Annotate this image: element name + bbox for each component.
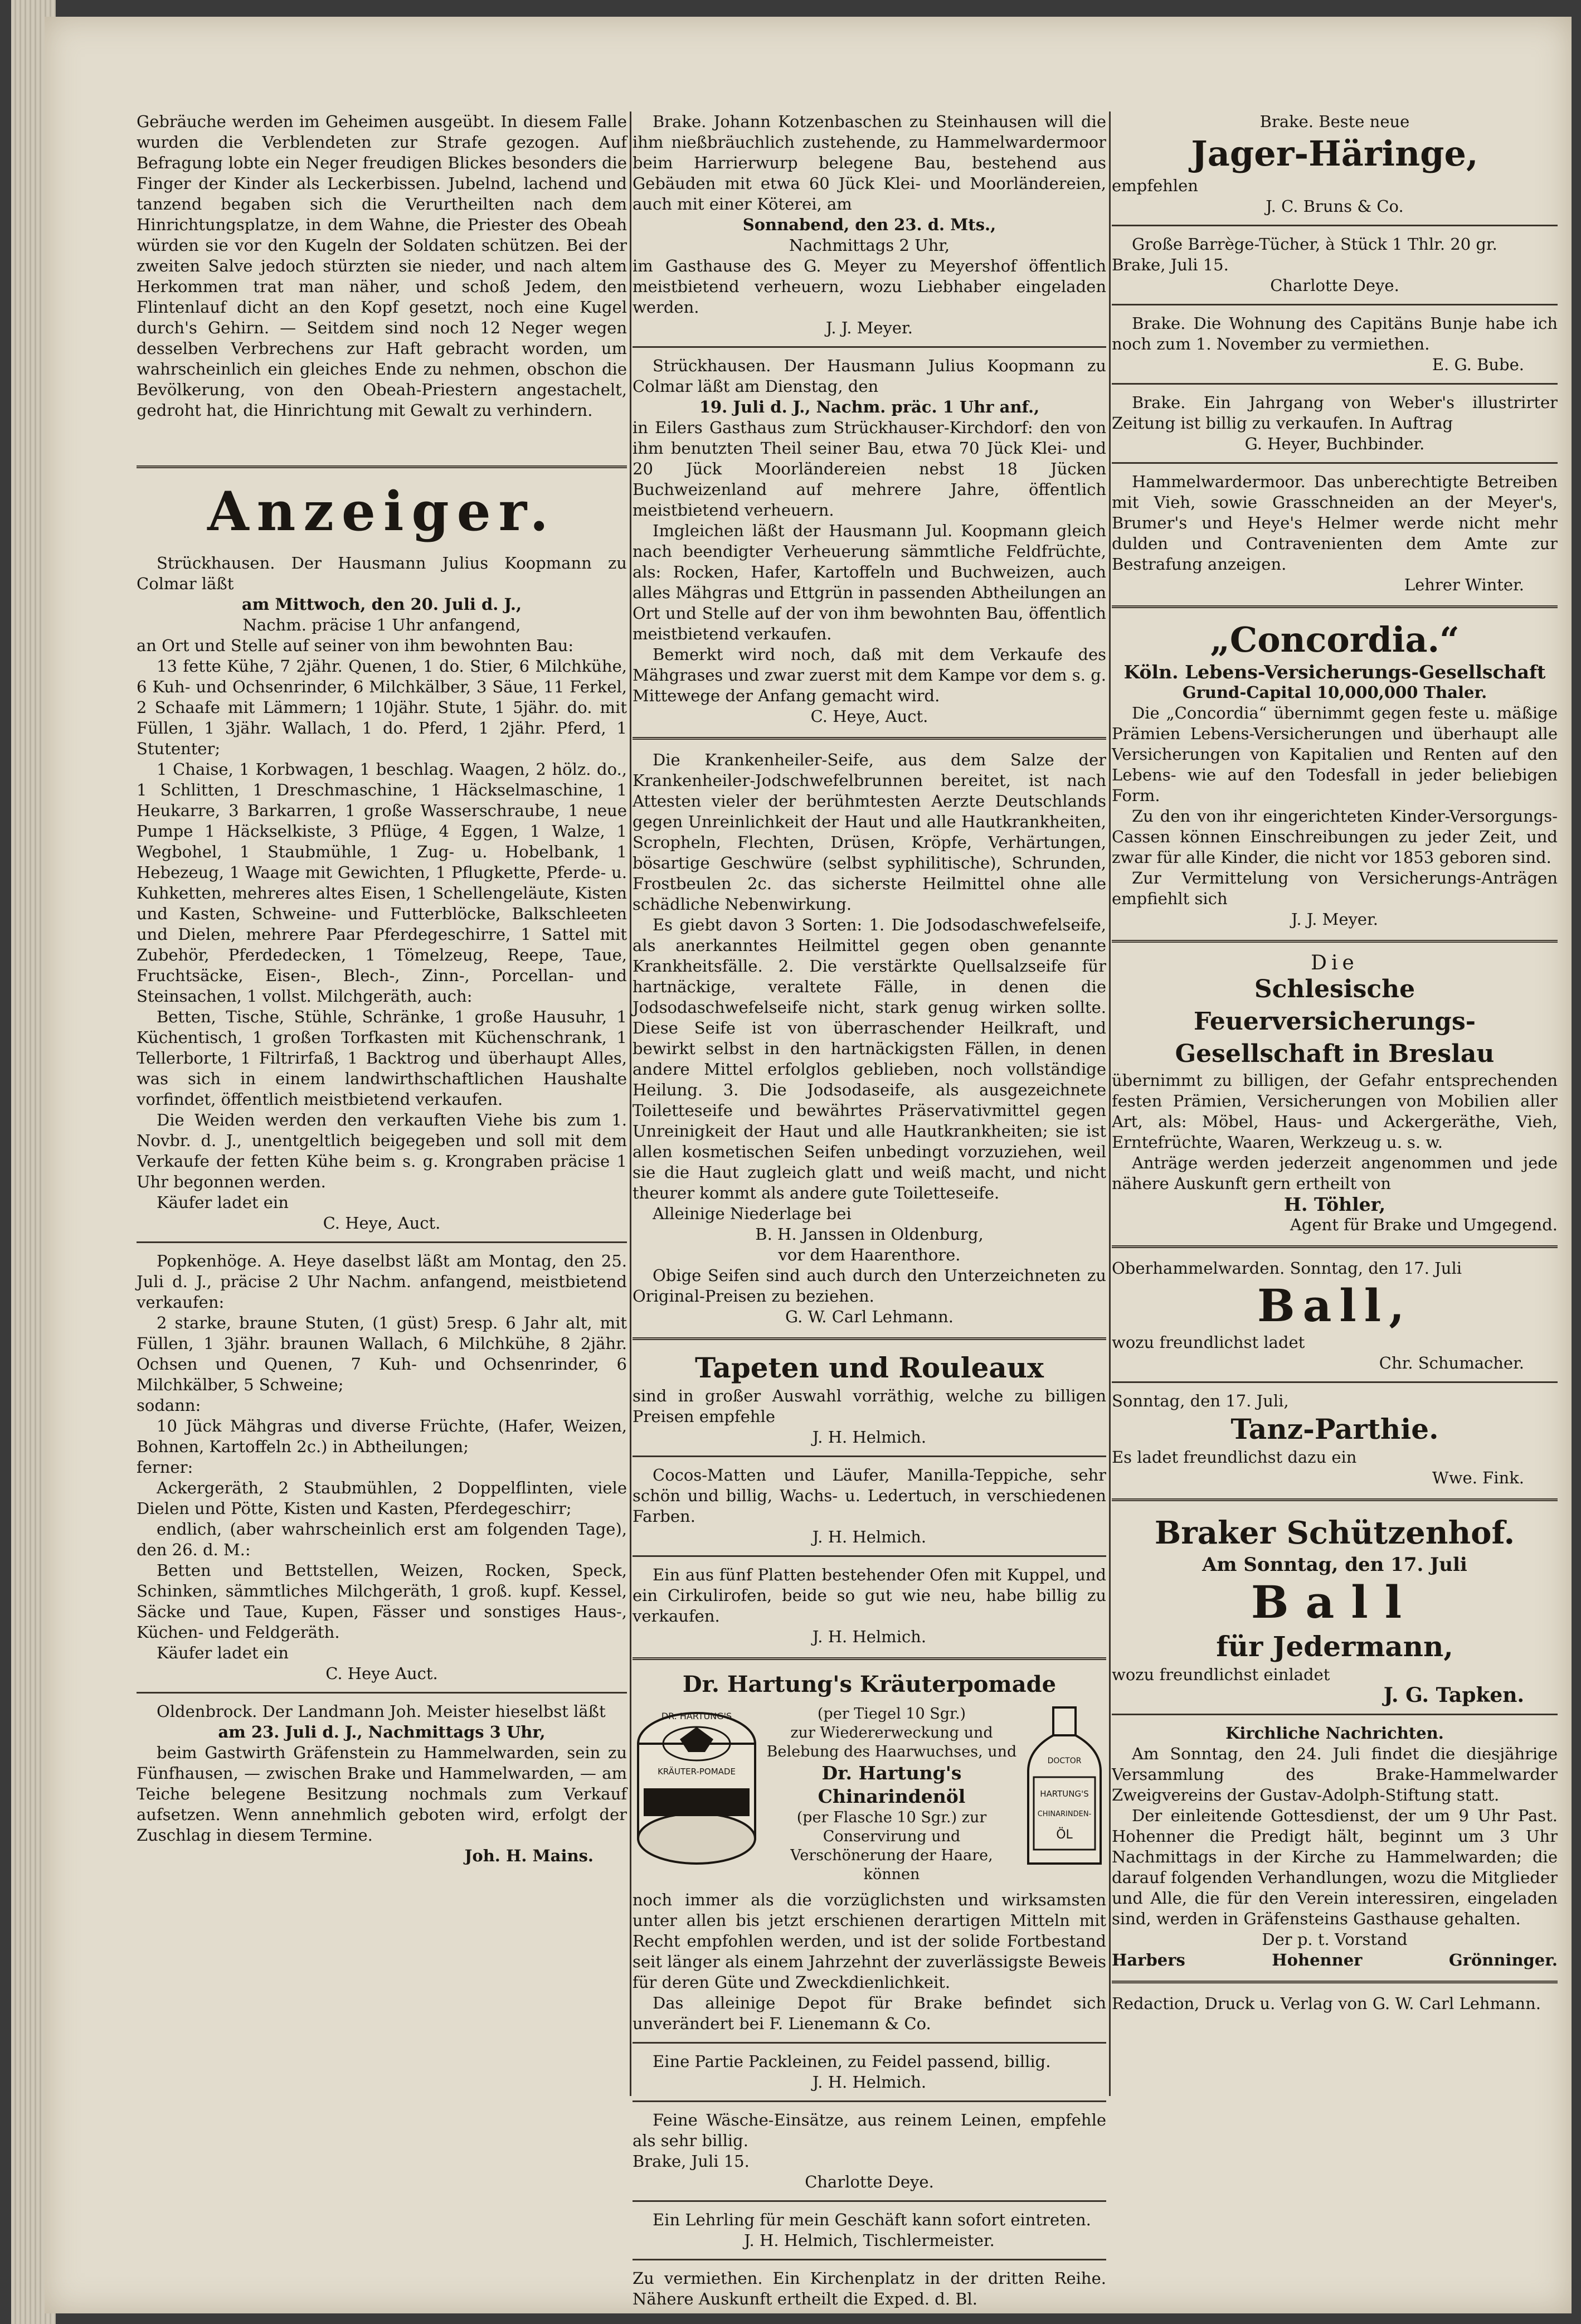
separator	[633, 1657, 1106, 1660]
ad-lehrling: Ein Lehrling für mein Geschäft kann sofort eintreten. J. H. Helmich, Tischlermeister.	[653, 2210, 1091, 2250]
ad-kirchenplatz: Zu vermiethen. Ein Kirchenplatz in der dritten Reihe. Nähere Auskunft ertheilt die Exped. d. Bl.	[633, 2269, 1106, 2308]
svg-text:DR. HARTUNG'S: DR. HARTUNG'S	[661, 1711, 732, 1721]
ad-property-meister: Oldenbrock. Der Landmann Joh. Meister hieselbst läßt am 23. Juli d. J., Nachmittags 3 Uhr, beim Gastwirth Gräfenstein zu Hammelwarden, sein zu Fünfhausen, — zwischen Brake und Hammelwarden, — am Teiche belegene Besitzung nochmals zum Verkauf aufsetzen. Wenn annehmlich geboten wird, erfolgt der Zuschlag in diesem Termine. Joh. H. Mains.	[137, 1702, 627, 1865]
separator	[1112, 304, 1558, 305]
ad-auction-koopmann: Strückhausen. Der Hausmann Julius Koopmann zu Colmar läßt am Mittwoch, den 20. Juli d. J., Nachm. präcise 1 Uhr anfangend, an Ort und Stelle auf seiner von ihm bewohnten Bau: 13 fette Kühe, 7 2jähr. Quenen, 1 do. Stier, 6 Milchkühe, 6 Kuh- und Ochsenrinder, 6 Milchkälber, 3 Säue, 11 Ferkel, 2 Schaafe mit Lämmern; 1 10jähr. Stute, 1 5jähr. do. mit Füllen, 1 3jähr. Wallach, 1 do. Pferd, 1 2jähr. Pferd, 1 Stutenter; 1 Chaise, 1 Korbwagen, 1 beschlag. Waagen, 2 hölz. do., 1 Schlitten, 1 Dreschmaschine, 1 Häckselmaschine, 1 Heukarre, 3 Barkarren, 1 große Wasserschraube, 1 neue Pumpe 1 Häckselkiste, 3 Pflüge, 4 Eggen, 1 Walze, 1 Wegbohel, 1 Staubmühle, 1 Zug- u. Hobelbank, 1 Hebezeug, 1 Waage mit Gewichten, 1 Pflugkette, Pferde- u. Kuhketten, mehreres altes Eisen, 1 Schellengeläute, Kisten und Kasten, Schweine- und Futterblöcke, Balkschleeten und Dielen, mehrere Paar Pferdegeschirre, 1 Sattel mit Zubehör, Pferdedecken, 1 Tömelzeug, Reepe, Taue, Fruchtsäcke, Eisen-, Blech-, Zinn-, Porcellan- und Steinsachen, 1 vollst. Milchgeräth, auch: Betten, Tische, Stühle, Schränke, 1 große Hausuhr, 1 Küchentisch, 1 großen Torfkasten mit Küchenschrank, 1 Tellerborte, 1 Filtrirfaß, 1 Backtrog und überhaupt Alles, was sich in einem landwirthschaftlichen Haushalte vorfindet, öffentlich meistbietend verkaufen. Die Weiden werden den verkauften Viehe bis zum 1. Novbr. d. J., unentgeltlich beigegeben und soll mit dem Verkaufe der fetten Kühe beim s. g. Krongraben präcise 1 Uhr begonnen werden. Käufer ladet ein C. Heye, Auct.	[137, 554, 627, 1233]
column-right	[1112, 111, 1558, 2096]
ad-hartung-pomade: Dr. Hartung's Kräuterpomade DR. HARTUNG'S KRÄUTER-POMADE (per Tiegel 10 Sgr.) zur Wiedererweckung und Belebung des Haarwuchses, und Dr. Hartung's Chinarindenöl (per Flasche 10 Sgr.) zur Conservirung und Verschönerung der Haare, können DOCTOR HARTUNG'S CHINARINDEN- ÖL noch immer als die vorzüglichsten und wirksamsten unter allen bis jetzt erschienen derartigen Mitteln mit Recht empfohlen werden, und ist der solide Fortbestand seit länger als einem Jahrzehnt der zuverlässigste Beweis für deren Güte und Zweckdienlichkeit. Das alleinige Depot für Brake befindet sich unverändert bei F. Lienemann & Co.	[633, 1671, 1106, 2033]
separator	[1112, 1714, 1558, 1715]
column-left	[137, 111, 627, 2096]
ad-packleinen: Eine Partie Packleinen, zu Feidel passend, billig. J. H. Helmich.	[653, 2052, 1051, 2092]
separator	[1112, 1381, 1558, 1383]
story-text: Gebräuche werden im Geheimen ausgeübt. In diesem Falle wurden die Verblendeten zur Strafe gezogen. Auf Befragung lobte ein Neger freudigen Blickes besonders die Finger der Kinder als Leckerbissen. Jubelnd, lachend und tanzend begaben sich die Verurtheilten nach dem Hinrichtungsplatze, in dem Wahne, die Priester des Obeah würden sie vor den Kugeln der Soldaten schützen. Bei der zweiten Salve jedoch stürzten sie nieder, und nach altem Herkommen trat man näher, und schoß Jedem, den Flintenlauf dicht an den Kopf gesetzt, noch eine Kugel durch's Gehirn. — Seitdem sind noch 12 Neger wegen desselben Verbrechens zur Haft gebracht worden, um wahrscheinlich ein gleiches Ende zu nehmen, obschon die Bevölkerung, von den Obeah-Priestern angestachelt, gedroht hat, die Hinrichtung mit Gewalt zu verhindern.	[137, 112, 627, 420]
column-rule-2	[1109, 111, 1111, 2096]
separator	[1112, 383, 1558, 385]
separator	[633, 346, 1106, 348]
ad-ball-schumacher: Oberhammelwarden. Sonntag, den 17. Juli Ball, wozu freundlichst ladet Chr. Schumacher.	[1112, 1259, 1524, 1372]
separator	[1112, 1498, 1558, 1501]
separator	[1112, 225, 1558, 226]
ad-lease-koopmann: Strückhausen. Der Hausmann Julius Koopmann zu Colmar läßt am Dienstag, den 19. Juli d. J., Nachm. präc. 1 Uhr anf., in Eilers Gasthaus zum Strückhauser-Kirchdorf: den von ihm benutzten Theil seiner Bau, etwa 70 Jück Klei- und 20 Jück Moorländereien nebst 18 Jücken Buchweizenland auf mehrere Jahre, öffentlich meistbietend verheuern. Imgleichen läßt der Hausmann Jul. Koopmann gleich nach beendigter Verheuerung sämmtliche Feldfrüchte, als: Rocken, Hafer, Kartoffeln und Buchweizen, auch alles Mähgras und Ettgrün in passenden Abtheilungen an Ort und Stelle auf der von ihm bewohnten Bau, öffentlich meistbietend verkaufen. Bemerkt wird noch, daß mit dem Verkaufe des Mähgrases und zwar zuerst mit dem Kampe vor dem s. g. Mittewege der Anfang gemacht wird. C. Heye, Auct.	[633, 356, 1106, 726]
separator	[633, 2042, 1106, 2044]
section-heading: Anzeiger.	[207, 480, 556, 543]
ad-tapeten: Tapeten und Rouleaux sind in großer Auswahl vorräthig, welche zu billigen Preisen empfehle J. H. Helmich.	[633, 1351, 1106, 1447]
separator	[633, 2200, 1106, 2202]
separator	[1112, 1245, 1558, 1248]
ad-schlesische-feuer: Die Schlesische Feuerversicherungs-Gesellschaft in Breslau übernimmt zu billigen, der Gefahr entsprechenden festen Prämien, Versicherungen von Mobilien aller Art, als: Möbel, Haus- und Ackergeräthe, Vieh, Erntefrüchte, Waaren, Werkzeug u. s. w. Anträge werden jederzeit angenommen und jede nähere Auskunft gern ertheilt von H. Töhler, Agent für Brake und Umgegend.	[1112, 952, 1558, 1234]
imprint: Redaction, Druck u. Verlag von G. W. Carl Lehmann.	[1112, 1994, 1541, 2013]
separator	[137, 465, 627, 468]
svg-text:HARTUNG'S: HARTUNG'S	[1040, 1789, 1089, 1799]
svg-text:CHINARINDEN-: CHINARINDEN-	[1037, 1810, 1092, 1818]
column-middle	[633, 111, 1106, 2308]
ad-wohnung: Brake. Die Wohnung des Capitäns Bunje habe ich noch zum 1. November zu vermiethen. E. G. Bube.	[1112, 314, 1558, 374]
separator	[633, 2100, 1106, 2102]
svg-text:DOCTOR: DOCTOR	[1047, 1757, 1082, 1765]
separator	[633, 737, 1106, 740]
ad-ofen: Ein aus fünf Platten bestehender Ofen mit Kuppel, und ein Cirkulirofen, beide so gut wie neu, habe billig zu verkaufen. J. H. Helmich.	[633, 1565, 1106, 1646]
ad-tanz-parthie: Sonntag, den 17. Juli, Tanz-Parthie. Es ladet freundlichst dazu ein Wwe. Fink.	[1112, 1391, 1524, 1487]
oil-bottle-icon	[1023, 1705, 1106, 1872]
svg-text:ÖL: ÖL	[1056, 1828, 1073, 1842]
separator	[1112, 605, 1558, 608]
separator	[633, 2259, 1106, 2260]
separator	[633, 1555, 1106, 1557]
ad-jager-haeringe: Brake. Beste neue Jager-Häringe, empfehlen J. C. Bruns & Co.	[1112, 112, 1478, 216]
ad-weideverbot: Hammelwardermoor. Das unberechtigte Betreiben mit Vieh, sowie Grasschneiden an der Meyer's, Brumer's und Heye's Helmer werde nicht mehr dulden und Contravenienten dem Amte zur Bestrafung anzeigen. Lehrer Winter.	[1112, 472, 1558, 594]
separator	[633, 1455, 1106, 1457]
pomade-jar-icon	[633, 1705, 761, 1872]
separator	[137, 1692, 627, 1694]
separator	[137, 1241, 627, 1243]
ad-krankenheiler-seife: Die Krankenheiler-Seife, aus dem Salze der Krankenheiler-Jodschwefelbrunnen bereitet, ist nach Attesten vieler der berühmtesten Aerzte Deutschlands gegen Unreinlichkeit der Haut und alle Hautkrankheiten, Scropheln, Flechten, Drüsen, Kröpfe, Verhärtungen, bösartige Geschwüre (selbst syphilitische), Schrunden, Frostbeulen 2c. das sicherste Heilmittel ohne alle schädliche Nebenwirkung. Es giebt davon 3 Sorten: 1. Die Jodsodaschwefelseife, als anerkanntes Heilmittel gegen oben genannte Krankheitsfälle. 2. Die verstärkte Quellsalzseife für hartnäckige, veraltete Fälle, in denen die Jodsodaschwefelseife nicht, stark genug wirken sollte. Diese Seife ist von überraschender Heilkraft, und bewirkt selbst in den hartnäckigsten Fällen, in denen andere Mittel erfolglos geblieben, noch vollständige Heilung. 3. Die Jodsodaseife, als ausgezeichnete Toiletteseife und bewährtes Präservativmittel gegen Unreinigkeit der Haut und alle Hautkrankheiten; sie ist allen kosmetischen Seifen unbedingt vorzuziehen, weil sie die Haut zugleich glatt und weiß macht, und nicht theurer kommt als andere gute Toiletteseife. Alleinige Niederlage bei B. H. Janssen in Oldenburg, vor dem Haarenthore. Obige Seifen sind auch durch den Unterzeichneten zu Original-Preisen zu beziehen. G. W. Carl Lehmann.	[633, 750, 1106, 1326]
ad-schuetzenhof: Braker Schützenhof. Am Sonntag, den 17. Juli Ball für Jedermann, wozu freundlichst einladet J. G. Tapken.	[1112, 1515, 1524, 1707]
column-rule-1	[630, 111, 631, 2096]
ad-waesche: Feine Wäsche-Einsätze, aus reinem Leinen, empfehle als sehr billig. Brake, Juli 15. Charlotte Deye.	[633, 2110, 1106, 2191]
separator	[1112, 940, 1558, 943]
ad-auction-heye: Popkenhöge. A. Heye daselbst läßt am Montag, den 25. Juli d. J., präcise 2 Uhr Nachm. anfangend, meistbietend verkaufen: 2 starke, braune Stuten, (1 güst) 5resp. 6 Jahr alt, mit Füllen, 1 3jähr. braunen Wallach, 6 Milchkühe, 8 2jähr. Ochsen und Quenen, 7 Kuh- und Ochsenrinder, 6 Milchkälber, 5 Schweine; sodann: 10 Jück Mähgras und diverse Früchte, (Hafer, Weizen, Bohnen, Kartoffeln 2c.) in Abtheilungen; ferner: Ackergeräth, 2 Staubmühlen, 2 Doppelflinten, viele Dielen und Pötte, Kisten und Kasten, Pferdegeschirr; endlich, (aber wahrscheinlich erst am folgenden Tage), den 26. d. M.: Betten und Bettstellen, Weizen, Rocken, Speck, Schinken, sämmtliches Milchgeräth, 1 groß. kupf. Kessel, Säcke und Taue, Kupen, Fässer und sonstiges Haus-, Küchen- und Feldgeräth. Käufer ladet ein C. Heye Auct.	[137, 1251, 627, 1683]
ad-lease-kotzenbaschen: Brake. Johann Kotzenbaschen zu Steinhausen will die ihm nießbräuchlich zustehende, zu Hammelwardermoor beim Harrierwurp belegene Bau, bestehend aus Gebäuden mit etwa 60 Jück Klei- und Moorländereien, auch mit einer Köterei, am Sonnabend, den 23. d. Mts., Nachmittags 2 Uhr, im Gasthause des G. Meyer zu Meyershof öffentlich meistbietend verheuern, wozu Liebhaber eingeladen werden. J. J. Meyer.	[633, 112, 1106, 337]
ad-concordia: „Concordia.“ Köln. Lebens-Versicherungs-Gesellschaft Grund-Capital 10,000,000 Thaler. Die „Concordia“ übernimmt gegen feste u. mäßige Prämien Lebens-Versicherungen und überhaupt alle Versicherungen von Kapitalien und Renten auf den Lebens- wie auf den Todesfall in jeder beliebigen Form. Zu den von ihr eingerichteten Kinder-Versorgungs-Cassen können Einschreibungen zu jeder Zeit, und zwar für alle Kinder, die nicht vor 1853 geboren sind. Zur Vermittelung von Versicherungs-Anträgen empfiehlt sich J. J. Meyer.	[1112, 619, 1558, 929]
separator	[1112, 462, 1558, 464]
ad-barrege: Große Barrège-Tücher, à Stück 1 Thlr. 20 gr. Brake, Juli 15. Charlotte Deye.	[1112, 235, 1497, 295]
separator	[633, 1337, 1106, 1340]
svg-text:KRÄUTER-POMADE: KRÄUTER-POMADE	[658, 1767, 736, 1777]
ad-kirchliche-nachrichten: Kirchliche Nachrichten. Am Sonntag, den 24. Juli findet die diesjährige Versammlung des Brake-Hammelwarder Zweigvereins der Gustav-Adolph-Stiftung statt. Der einleitende Gottesdienst, der um 9 Uhr Past. Hohenner die Predigt hält, beginnt um 3 Uhr Nachmittags in der Kirche zu Hammelwarden; die darauf folgenden Verhandlungen, wozu die Mitglieder und Alle, die für den Verein interessiren, eingeladen sind, werden in Gräfensteins Gasthause gehalten. Der p. t. Vorstand Harbers Hohenner Grönninger.	[1112, 1724, 1558, 1969]
separator	[1112, 1981, 1558, 1983]
ad-zeitung: Brake. Ein Jahrgang von Weber's illustrirter Zeitung ist billig zu verkaufen. In Auftrag G. Heyer, Buchbinder.	[1112, 393, 1558, 453]
ad-cocos-matten: Cocos-Matten und Läufer, Manilla-Teppiche, sehr schön und billig, Wachs- u. Ledertuch, in verschiedenen Farben. J. H. Helmich.	[633, 1466, 1106, 1546]
